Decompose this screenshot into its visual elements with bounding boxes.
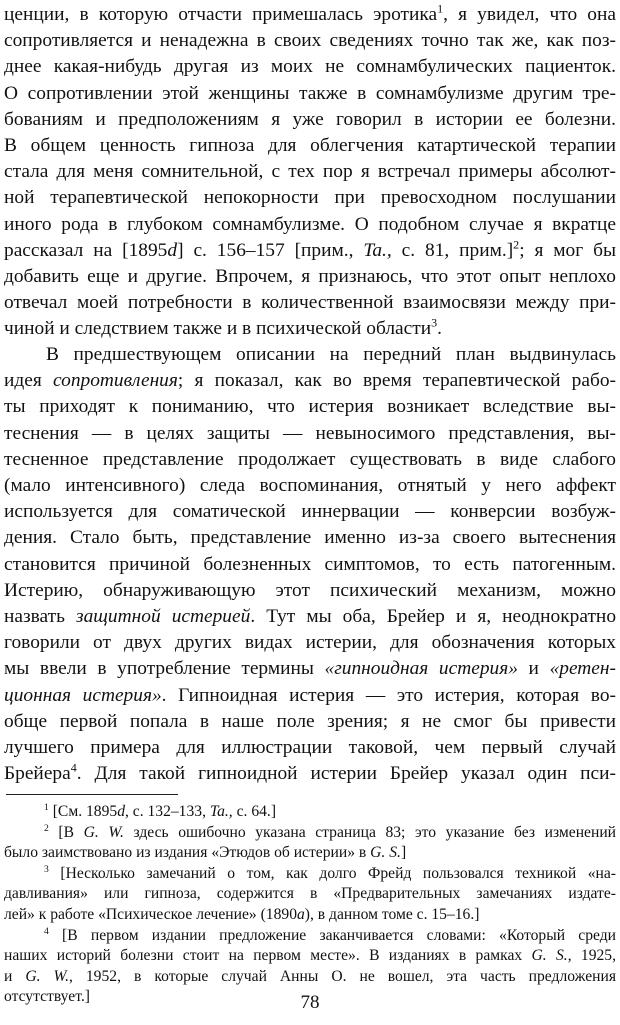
text-line: ценции, в которую отчасти примешалась эротика$^1$, я увидел, что она <box>4 1 616 25</box>
text-line: идея сопротивления; я показал, как во время терапевтической рабо- <box>4 370 616 392</box>
text-line: теснения — в целях защиты — невыносимого представления, вы- <box>4 422 616 444</box>
footnote-line: $^2$ [В G. W. здесь ошибочно указана страница 83; это указание без изменений <box>44 822 617 841</box>
footnote-line: и G. W., 1952, в которые случай Анны О. не вошел, эта часть предложения <box>4 967 617 985</box>
text-line: тесненное представление продолжает существовать в виде слабого <box>4 448 616 470</box>
text-line: мы ввели в употребление термины «гипноидная истерия» и «ретен- <box>4 658 616 680</box>
text-line: О сопротивлении этой женщины также в сомнамбулизме другим тре- <box>4 82 616 104</box>
text-line: рассказал на [1895d] с. 156–157 [прим., Ta., с. 81, прим.]$^2$; я мог бы <box>4 237 617 261</box>
text-line: днее какая-нибудь другая из моих не сомнамбулических пациенток. <box>4 56 616 78</box>
text-line: лучшего примера для иллюстрации таковой, чем первый случай <box>4 737 616 759</box>
text-line: ционная истерия». Гипноидная истерия — это истерия, которая во- <box>4 684 616 706</box>
footnote-line: наших историй болезни стоит на первом месте». В изданиях в рамках G. S., 1925, <box>4 947 616 965</box>
text-line: иного рода в глубоком сомнамбулизме. О подобном случае я вкратце <box>4 213 616 235</box>
text-line: становится причиной болезненных симптомов, то есть патогенным. <box>4 553 616 575</box>
footnote-ref: 4 <box>70 760 77 775</box>
footnote-line: $^4$ [В первом издании предложение заканчивается словами: «Который среди <box>44 925 616 944</box>
text-line: В общем ценность гипноза для облегчения катартической терапии <box>4 135 616 157</box>
text-line: бованиям и предположениям я уже говорил в истории ее болезни. <box>4 108 616 130</box>
text-line: назвать защитной истерией. Тут мы оба, Брейер и я, неоднократно <box>4 606 617 628</box>
footnote-separator <box>6 794 178 795</box>
footnote-line: было заимствовано из издания «Этюдов об истерии» в G. S.] <box>4 844 407 862</box>
text-line: стала для меня сомнительной, с тех пор я встречал примеры абсолют- <box>4 161 616 183</box>
footnote-ref: 1 <box>437 1 444 16</box>
text-line: добавить еще и другие. Впрочем, я признаюсь, что этот опыт неплохо <box>4 266 616 288</box>
footnotes <box>4 802 616 1008</box>
text-line: ты приходят к пониманию, что истерия возникает вследствие вы- <box>4 396 616 418</box>
text-line: используется для соматической иннервации — конверсии возбуж- <box>4 501 616 523</box>
text-line: Истерию, обнаруживающую этот психический механизм, можно <box>4 579 616 601</box>
paragraph-2 <box>4 342 616 787</box>
text-line: В предшествующем описании на передний план выдвинулась <box>46 344 616 365</box>
footnote-ref: 2 <box>513 237 520 252</box>
text-line: сопротивляется и ненадежна в своих сведениях точно так же, как поз- <box>4 30 616 52</box>
footnote-line: $^1$ [См. 1895d, с. 132–133, Ta., с. 64.] <box>44 801 277 820</box>
text-line: отвечал моей потребности в количественной взаимосвязи между при- <box>4 292 616 314</box>
footnote-line: давливания» или гипноза, содержится в «Предварительных замечаниях издате- <box>4 885 616 903</box>
text-line: (мало интенсивного) следа воспоминания, отнятый у него аффект <box>4 475 616 497</box>
paragraph-1 <box>4 2 616 343</box>
page-number: 78 <box>300 992 320 1013</box>
footnote-ref: 3 <box>431 315 438 330</box>
text-line: дения. Стало быть, представление именно из-за своего вытеснения <box>4 527 616 549</box>
text-line: ной терапевтической непокорности при превосходном послушании <box>4 187 616 209</box>
text-line: обще первой попала в наше поле зрения; я не смог бы привести <box>4 710 616 732</box>
footnote-line: $^3$ [Несколько замечаний о том, как долго Фрейд пользовался техникой «на- <box>44 863 616 882</box>
footnote-line: отсутствует.] <box>4 988 90 1006</box>
text-line: Брейера$^4$. Для такой гипноидной истерии Брейер указал один пси- <box>4 760 616 785</box>
text-line: говорили от двух других видах истерии, для обозначения которых <box>4 632 616 654</box>
text-line: чиной и следствием также и в психической области$^3$. <box>4 315 442 340</box>
footnote-line: лей» к работе «Психическое лечение» (1890a), в данном томе с. 15–16.] <box>4 905 480 923</box>
